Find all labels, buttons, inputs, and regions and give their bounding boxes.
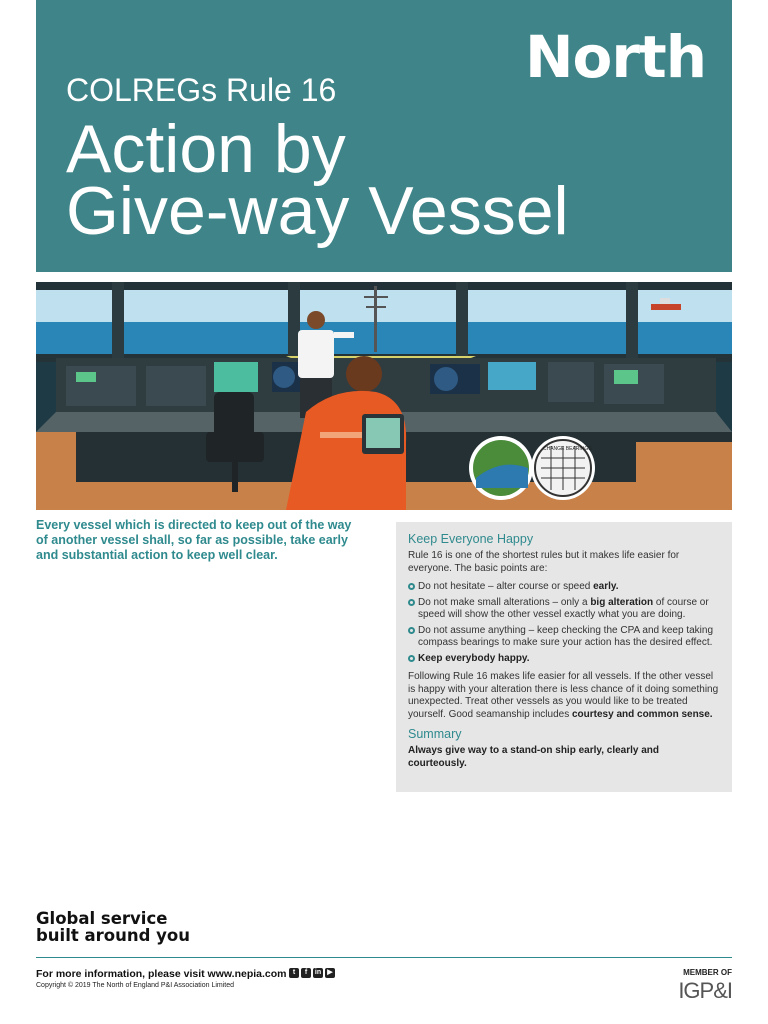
subtitle: COLREGs Rule 16 [66,72,337,108]
summary-text: Always give way to a stand-on ship early, clearly and courteously. [408,745,660,769]
list-item: Do not make small alterations – only a big alteration of course or speed will show the other vessel exactly what you are doing. [408,597,720,622]
bridge-illustration [36,282,732,510]
info-panel [396,522,732,792]
bridge-illustration-svg [36,282,732,510]
title-line-1: Action by [66,111,346,187]
facebook-icon[interactable]: f [301,968,311,978]
member-of-label: MEMBER OF [683,968,732,977]
bullet-icon [408,599,415,606]
tagline [36,910,190,944]
linkedin-icon[interactable]: in [314,969,322,976]
tagline-line-2: built around you [36,926,190,945]
summary-heading: Summary [408,727,462,741]
panel-lead: Rule 16 is one of the shortest rules but it makes life easier for everyone. The basic points are: [408,550,680,574]
panel-heading: Keep Everyone Happy [408,532,534,546]
youtube-icon[interactable]: ▶ [325,968,335,978]
igpi-logo[interactable]: IGP&I [678,978,732,1003]
bullet-icon [408,583,415,590]
north-logo[interactable]: North [524,23,706,91]
list-item: Keep everybody happy. [408,653,720,666]
panel-paragraph: Following Rule 16 makes life easier for all vessels. If the other vessel is happy with your alteration there is less chance of it doing something unexpected. Treat other vessels as you would like to be treated yourself. Good seamanship includes courtesy and common sense. [408,671,719,720]
title-line-2: Give-way Vessel [66,173,569,249]
intro-text: Every vessel which is directed to keep out of the way of another vessel shall, so far as possible, take early and substantial action to keep well clear. [36,518,352,562]
bullet-icon [408,655,415,662]
copyright: Copyright © 2019 The North of England P&I Association Limited [36,982,235,989]
social-icons [289,968,335,978]
header-banner [36,0,732,272]
twitter-icon[interactable]: t [289,968,299,978]
bullet-list [408,581,720,665]
inset-label: CHANGE BEARINGS [543,446,592,452]
more-info-link[interactable]: For more information, please visit www.nepia.com [36,968,287,980]
list-item: Do not assume anything – keep checking the CPA and keep taking compass bearings to make sure your action has the desired effect. [408,625,720,650]
page-title [66,111,569,249]
list-item: Do not hesitate – alter course or speed early. [408,581,720,594]
tagline-line-1: Global service [36,909,168,928]
footer-divider [36,957,732,958]
bullet-icon [408,627,415,634]
